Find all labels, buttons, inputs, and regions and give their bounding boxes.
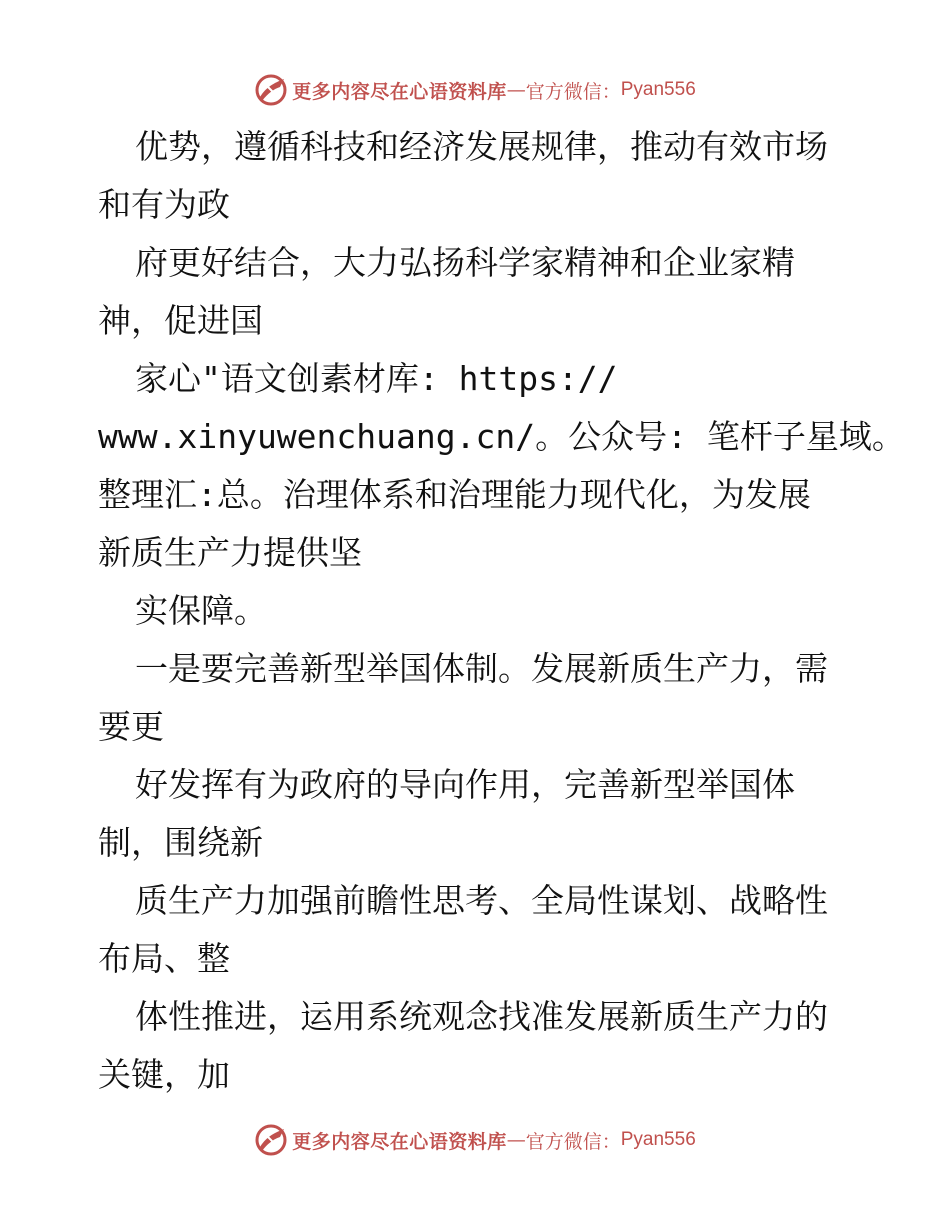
banner-dash: — xyxy=(506,79,526,101)
pen-logo-icon xyxy=(254,1123,288,1157)
text-line: 和有为政 xyxy=(98,185,230,224)
text-line: 实保障。 xyxy=(135,591,267,630)
banner-title: 更多内容尽在心语资料库 xyxy=(292,80,507,103)
text-line: 整理汇:总。治理体系和治理能力现代化，为发展 xyxy=(98,475,811,514)
banner-wechat-id: Pyan556 xyxy=(620,1129,696,1150)
text-line: 体性推进，运用系统观念找准发展新质生产力的 xyxy=(135,997,828,1036)
footer-banner xyxy=(0,1120,950,1160)
text-line: 好发挥有为政府的导向作用，完善新型举国体 xyxy=(135,765,795,804)
banner-contact-label: 官方微信： xyxy=(525,1130,621,1153)
banner-title: 更多内容尽在心语资料库 xyxy=(292,1130,507,1153)
text-line: 要更 xyxy=(98,707,164,746)
text-line: 质生产力加强前瞻性思考、全局性谋划、战略性 xyxy=(135,881,828,920)
banner-contact-label: 官方微信： xyxy=(525,80,621,103)
banner-dash: — xyxy=(506,1129,526,1151)
text-line: 家心"语文创素材库: https:// xyxy=(135,359,618,398)
banner-wechat-id: Pyan556 xyxy=(620,79,696,100)
text-line: 优势，遵循科技和经济发展规律，推动有效市场 xyxy=(135,127,828,166)
text-line: 制，围绕新 xyxy=(98,823,263,862)
text-line: 关键，加 xyxy=(98,1055,230,1094)
text-line: 府更好结合，大力弘扬科学家精神和企业家精 xyxy=(135,243,795,282)
text-line: www.xinyuwenchuang.cn/。公众号: 笔杆子星域。 xyxy=(98,417,905,456)
text-line: 布局、整 xyxy=(98,939,230,978)
text-line: 一是要完善新型举国体制。发展新质生产力，需 xyxy=(135,649,828,688)
text-line: 神，促进国 xyxy=(98,301,263,340)
pen-logo-icon xyxy=(254,73,288,107)
document-body xyxy=(98,118,905,1104)
header-banner xyxy=(0,70,950,110)
text-line: 新质生产力提供坚 xyxy=(98,533,362,572)
